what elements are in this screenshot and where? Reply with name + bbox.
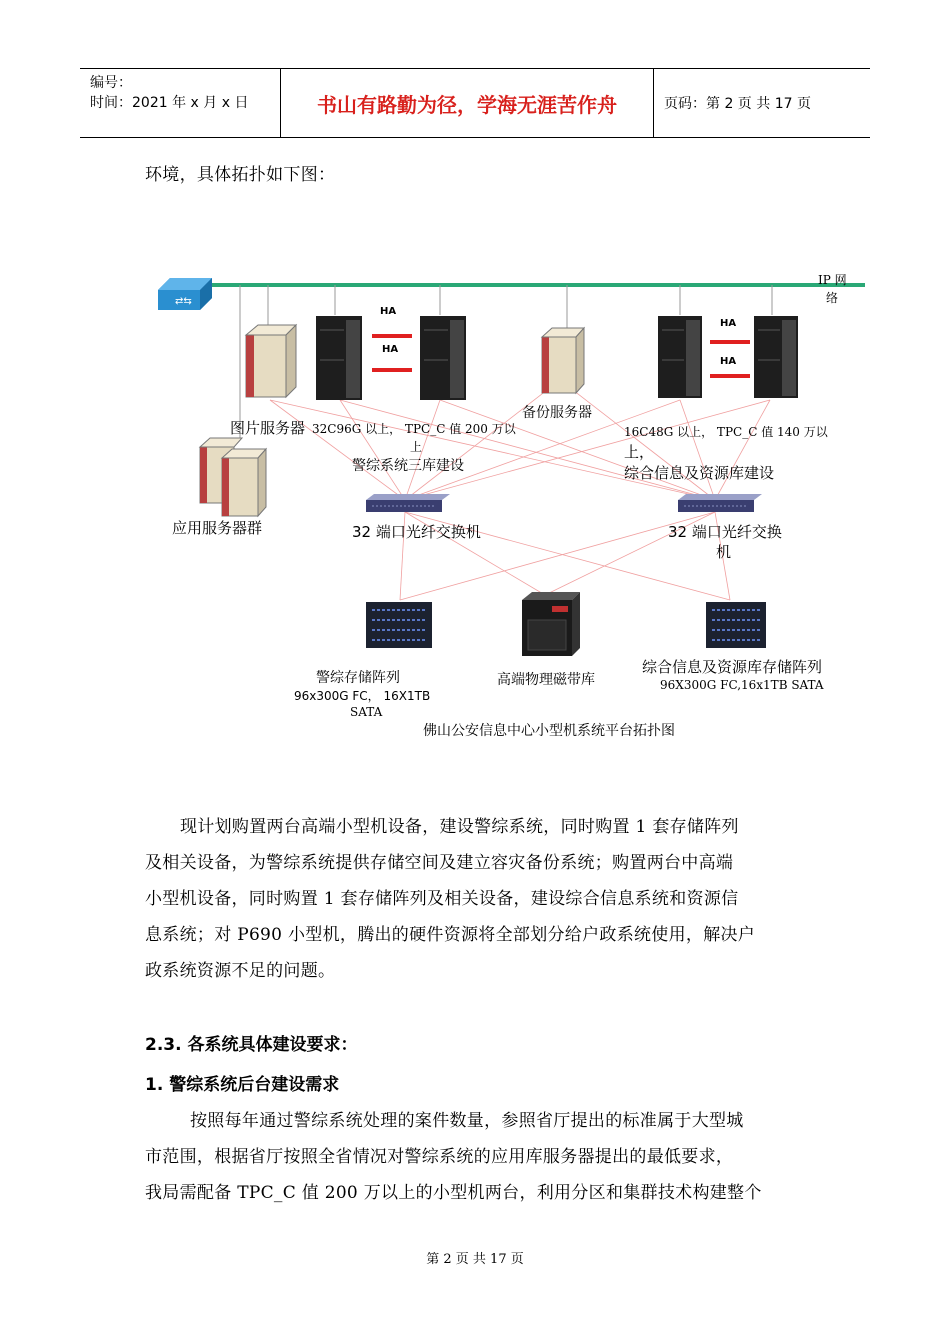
paragraph-line: 市范围，根据省厅按照全省情况对警综系统的应用库服务器提出的最低要求，: [145, 1147, 734, 1167]
paragraph-line: 政系统资源不足的问题。: [145, 961, 336, 981]
storage-array-icon: [706, 602, 766, 648]
page-label: 页码：第 2 页 共 17 页: [664, 96, 811, 112]
section-heading: 2.3. 各系统具体建设要求：: [145, 1035, 358, 1055]
storage1-spec: 96x300G FC， 16X1TB: [294, 689, 431, 703]
ha-label: HA: [720, 356, 737, 367]
storage2-name: 综合信息及资源库存储阵列: [642, 658, 823, 676]
switch1-label: 32 端口光纤交换机: [352, 523, 481, 541]
paragraph-line: 小型机设备，同时购置 1 套存储阵列及相关设备，建设综合信息系统和资源信: [145, 889, 739, 909]
switch2-label: 32 端口光纤交换: [668, 523, 782, 541]
ip-network-label-2: 络: [826, 291, 839, 305]
time-label: 时间：2021 年 x 月 x 日: [90, 95, 249, 111]
paragraph-line: 按照每年通过警综系统处理的案件数量，参照省厅提出的标准属于大型城: [190, 1111, 744, 1131]
fibre-switch-icon: [678, 494, 762, 512]
paragraph-line: 现计划购置两台高端小型机设备，建设警综系统，同时购置 1 套存储阵列: [180, 817, 739, 837]
paragraph-line: 我局需配备 TPC_C 值 200 万以上的小型机两台，利用分区和集群技术构建整个: [145, 1183, 762, 1203]
minicomputer-rack-icon: [754, 316, 798, 398]
spec2-label-2: 上，: [624, 443, 655, 461]
motto: 书山有路勤为径，学海无涯苦作舟: [281, 69, 654, 137]
network-switch-icon: [158, 278, 212, 310]
spec1-label: 32C96G 以上， TPC_C 值 200 万以: [312, 422, 516, 436]
storage1-spec-2: SATA: [350, 705, 383, 719]
subsection-heading: 1. 警综系统后台建设需求: [145, 1075, 340, 1095]
app-server-group-icon: [200, 438, 266, 516]
ha-label: HA: [380, 306, 397, 317]
tape-library-label: 高端物理磁带库: [497, 672, 595, 688]
storage-array-icon: [366, 602, 432, 648]
picture-server-label: 图片服务器: [230, 419, 306, 437]
fibre-switch-icon: [366, 494, 450, 512]
app-servers-label: 应用服务器群: [172, 519, 263, 537]
diagram-caption: 佛山公安信息中心小型机系统平台拓扑图: [423, 723, 675, 739]
number-label: 编号：: [90, 75, 132, 91]
ha-label: HA: [382, 344, 399, 355]
ha-bar: [710, 374, 750, 378]
minicomputer-rack-icon: [658, 316, 702, 398]
intro-line: 环境，具体拓扑如下图：: [145, 165, 336, 185]
tape-library-icon: [522, 592, 580, 656]
minicomputer-rack-icon: [420, 316, 466, 400]
ha-bar: [710, 340, 750, 344]
page-footer: 第 2 页 共 17 页: [426, 1252, 524, 1267]
backup-server-icon: [542, 328, 584, 393]
police-build-label: 警综系统三库建设: [352, 458, 464, 474]
switch2-label-2: 机: [716, 543, 732, 561]
spec2-label: 16C48G 以上， TPC_C 值 140 万以: [624, 425, 828, 439]
paragraph-line: 及相关设备，为警综系统提供存储空间及建立容灾备份系统；购置两台中高端: [145, 853, 734, 873]
paragraph-line: 息系统；对 P690 小型机，腾出的硬件资源将全部划分给户政系统使用，解决户: [145, 925, 756, 945]
integrated-build-label: 综合信息及资源库建设: [624, 464, 775, 482]
ip-network-label: IP 网: [818, 273, 847, 287]
svg-text:⇄⇆: ⇄⇆: [175, 296, 192, 307]
ha-label: HA: [720, 318, 737, 329]
minicomputer-rack-icon: [316, 316, 362, 400]
backup-server-label: 备份服务器: [522, 405, 592, 421]
ha-bar: [372, 368, 412, 372]
storage2-spec: 96X300G FC,16x1TB SATA: [660, 678, 824, 692]
picture-server-icon: [246, 325, 296, 397]
storage1-name: 警综存储阵列: [316, 670, 400, 686]
spec1-label-2: 上: [410, 440, 423, 454]
ha-bar: [372, 334, 412, 338]
